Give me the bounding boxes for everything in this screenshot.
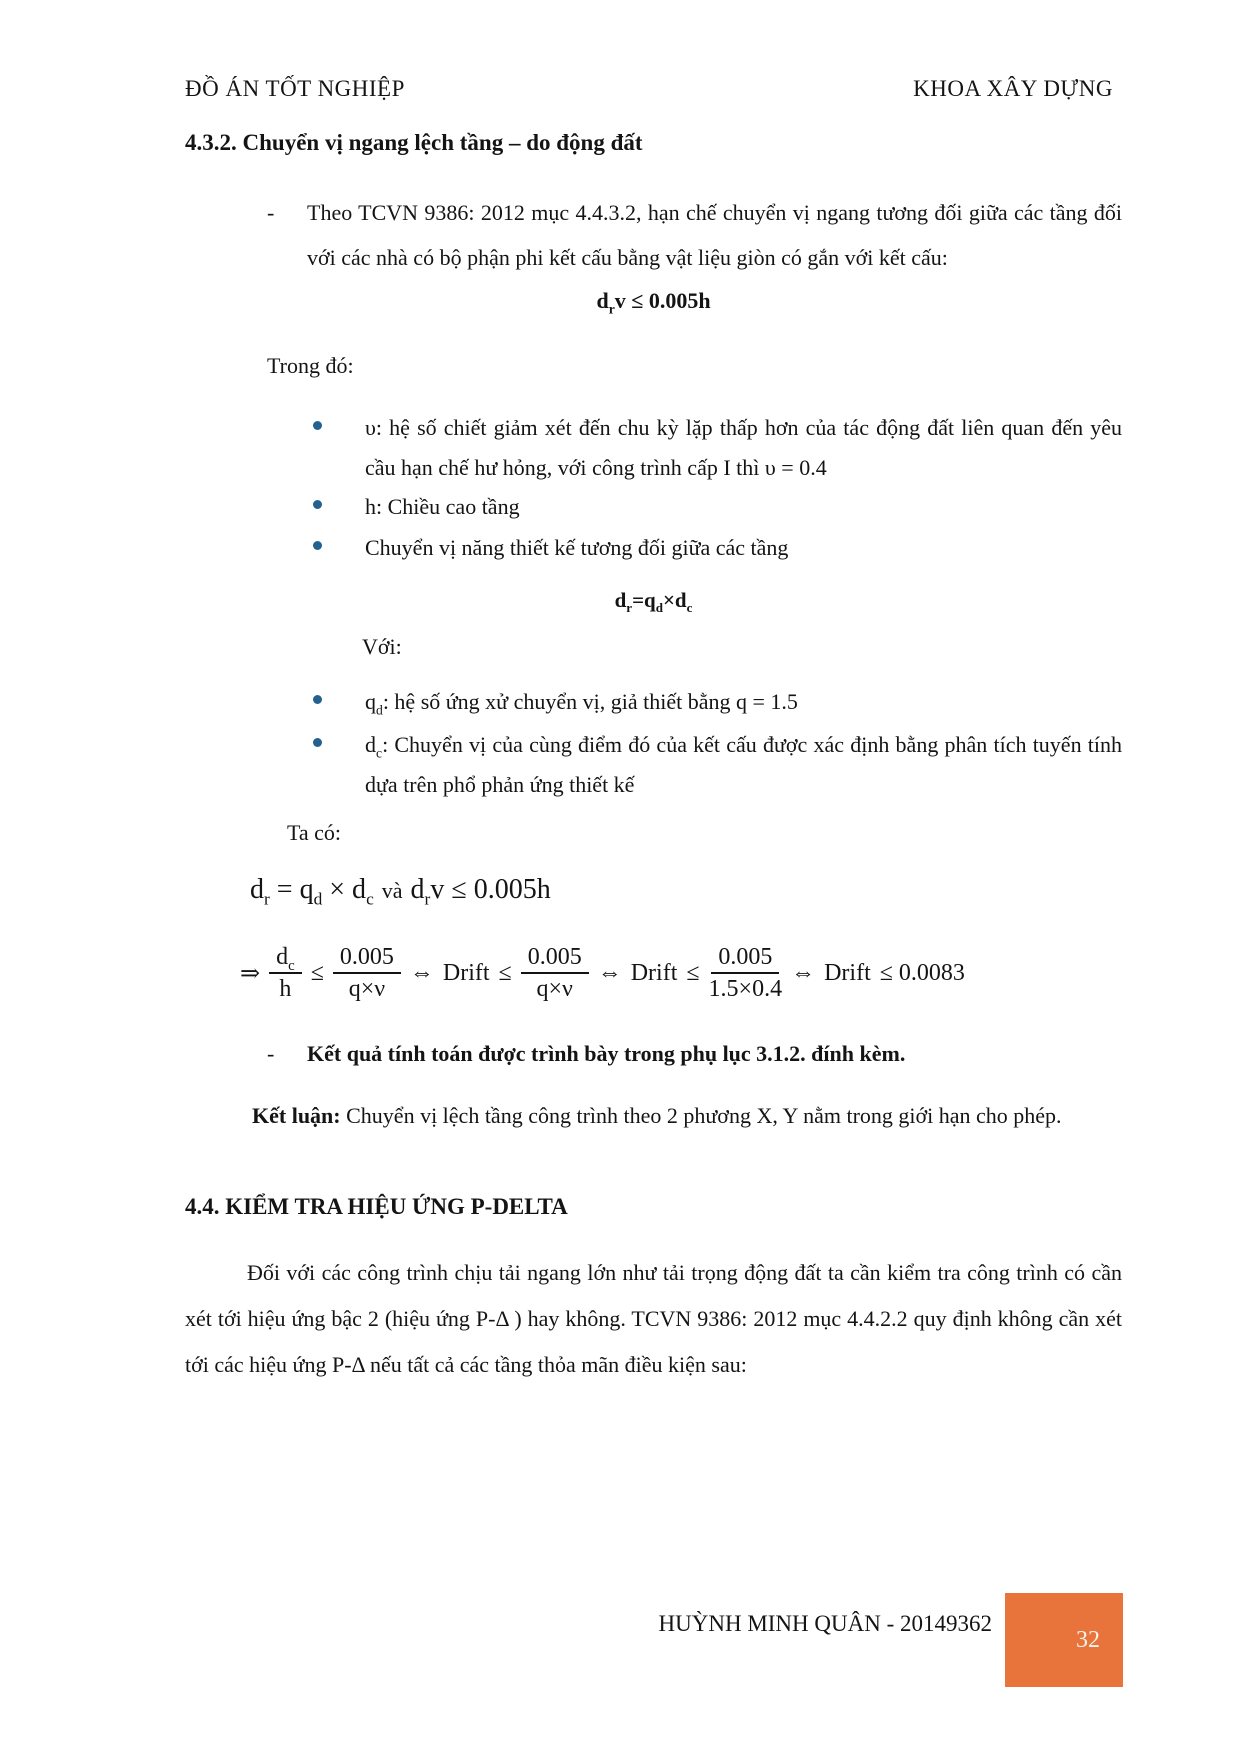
formula-combined: [250, 874, 551, 909]
conclusion-paragraph: [252, 1093, 1122, 1139]
fraction-numerator: [269, 944, 302, 974]
implies-arrow: ⇒: [240, 961, 261, 987]
formula-drift-limit: [185, 288, 1122, 317]
list-item-rest: : hệ số ứng xử chuyển vị, giả thiết bằng q = 1.5: [382, 689, 798, 714]
bullet-dot-icon: [313, 421, 322, 430]
formula-symbol: d: [596, 288, 609, 313]
formula-subscript: r: [424, 889, 431, 909]
iff-arrow: ⇔: [409, 960, 434, 986]
formula-subscript: d: [655, 600, 663, 616]
section-44-heading: 4.4. KIỂM TRA HIỆU ỨNG P-DELTA: [185, 1194, 568, 1219]
list-item-text: [365, 689, 798, 718]
drift-label: Drift: [442, 960, 490, 986]
intro-paragraph: [267, 190, 1122, 280]
formula-subscript: r: [264, 889, 270, 909]
formula-subscript: r: [626, 600, 633, 616]
fraction-dc-h: [269, 944, 302, 1003]
intro-text: Theo TCVN 9386: 2012 mục 4.4.3.2, hạn chế chuyển vị ngang tương đối giữa các tầng đối với các nhà có bộ phận phi kết cấu bằng vật liệu giòn có gắn với kết cấu:: [307, 200, 1122, 270]
formula-subscript: d: [376, 702, 383, 718]
formula-subscript: d: [313, 889, 323, 909]
pdelta-paragraph: Đối với các công trình chịu tải ngang lớn như tải trọng động đất ta cần kiểm tra công trình có cần xét tới hiệu ứng bậc 2 (hiệu ứng P-Δ ) hay không. TCVN 9386: 2012 mục 4.4.2.2 quy định không cần xét tới các hiệu ứng P-Δ nếu tất cả các tầng thỏa mãn điều kiện sau:: [185, 1260, 1122, 1377]
list-item-dc: [365, 725, 1122, 805]
iff-arrow: ⇔: [597, 960, 622, 986]
leq-sign: ≤: [310, 960, 324, 986]
dash-marker: -: [267, 200, 275, 225]
result-note-text: Kết quả tính toán được trình bày trong phụ lục 3.1.2. đính kèm.: [307, 1041, 906, 1066]
bullet-dot-icon: [313, 500, 322, 509]
list-item-nu: [365, 408, 1122, 488]
iff-arrow: ⇔: [791, 960, 816, 986]
formula-symbol: d: [276, 944, 289, 970]
list-item-qd: [365, 682, 1122, 722]
formula-symbol: × d: [322, 874, 367, 905]
result-value: ≤ 0.0083: [879, 960, 965, 986]
drift-label: Drift: [824, 960, 871, 986]
leq-sign: ≤: [498, 960, 512, 986]
list-item-text: υ: hệ số chiết giảm xét đến chu kỳ lặp thấp hơn của tác động đất liên quan đến yêu cầu hạn chế hư hỏng, với công trình cấp I thì υ = 0.4: [365, 415, 1122, 480]
list-item-text: Chuyển vị năng thiết kế tương đối giữa các tầng: [365, 535, 789, 560]
header-left: ĐỒ ÁN TỐT NGHIỆP: [185, 76, 405, 101]
list-item-rest: : Chuyển vị của cùng điểm đó của kết cấu được xác định bằng phân tích tuyến tính dựa trên phổ phản ứng thiết kế: [365, 732, 1122, 797]
fraction-numerator: 0.005: [333, 944, 401, 974]
bullet-dot-icon: [313, 738, 322, 747]
formula-derivation: [240, 944, 965, 1003]
formula-symbol: d: [614, 588, 627, 612]
fraction-numerator: 0.005: [711, 944, 779, 974]
leq-sign: ≤: [686, 960, 700, 986]
bullet-dot-icon: [313, 541, 322, 550]
formula-symbol: d: [250, 874, 264, 905]
list-item-h: [365, 487, 1122, 527]
formula-symbol: d: [365, 732, 376, 757]
section-432-heading: 4.3.2. Chuyển vị ngang lệch tầng – do động đất: [185, 130, 643, 155]
result-note-paragraph: [267, 1041, 1122, 1067]
fraction-0005-1504: [709, 944, 783, 1003]
formula-subscript: r: [608, 301, 615, 317]
formula-symbol: d: [410, 874, 425, 905]
fraction-denominator: h: [279, 976, 292, 1002]
fraction-0005-qv: [333, 944, 401, 1003]
list-item-text: h: Chiều cao tầng: [365, 494, 520, 519]
list-item-text: [365, 732, 1122, 797]
fraction-denominator: 1.5×0.4: [708, 976, 783, 1002]
page-number: 32: [1076, 1626, 1100, 1653]
ta-co-label: Ta có:: [287, 820, 342, 845]
bullet-dot-icon: [313, 695, 322, 704]
formula-symbol: ×d: [662, 588, 687, 612]
formula-symbol: q: [365, 689, 376, 714]
formula-subscript: c: [376, 745, 383, 761]
page-number-box: [1005, 1593, 1123, 1687]
conclusion-text: Chuyển vị lệch tầng công trình theo 2 phương X, Y nằm trong giới hạn cho phép.: [340, 1103, 1062, 1128]
list-item-design-drift: [365, 528, 1122, 568]
formula-subscript: c: [686, 600, 693, 616]
fraction-denominator: q×ν: [536, 976, 573, 1002]
formula-subscript: c: [288, 957, 295, 974]
formula-rest: v ≤ 0.005h: [430, 874, 551, 905]
fraction-denominator: q×ν: [348, 976, 386, 1002]
dash-marker: -: [267, 1041, 275, 1066]
footer-author: HUỲNH MINH QUÂN - 20149362: [658, 1611, 992, 1636]
formula-dr-qd-dc: [185, 588, 1122, 616]
trong-do-label: Trong đó:: [267, 353, 354, 378]
formula-subscript: c: [366, 889, 374, 909]
voi-label: Với:: [362, 634, 402, 659]
header-right: KHOA XÂY DỰNG: [913, 76, 1113, 101]
formula-rest: v ≤ 0.005h: [614, 288, 711, 313]
fraction-numerator: 0.005: [521, 944, 589, 974]
formula-symbol: =q: [632, 588, 656, 612]
formula-symbol: = q: [269, 874, 314, 905]
drift-label: Drift: [630, 960, 678, 986]
fraction-0005-qv: [521, 944, 589, 1003]
formula-connector: và: [381, 878, 403, 903]
conclusion-label: Kết luận:: [252, 1103, 341, 1128]
